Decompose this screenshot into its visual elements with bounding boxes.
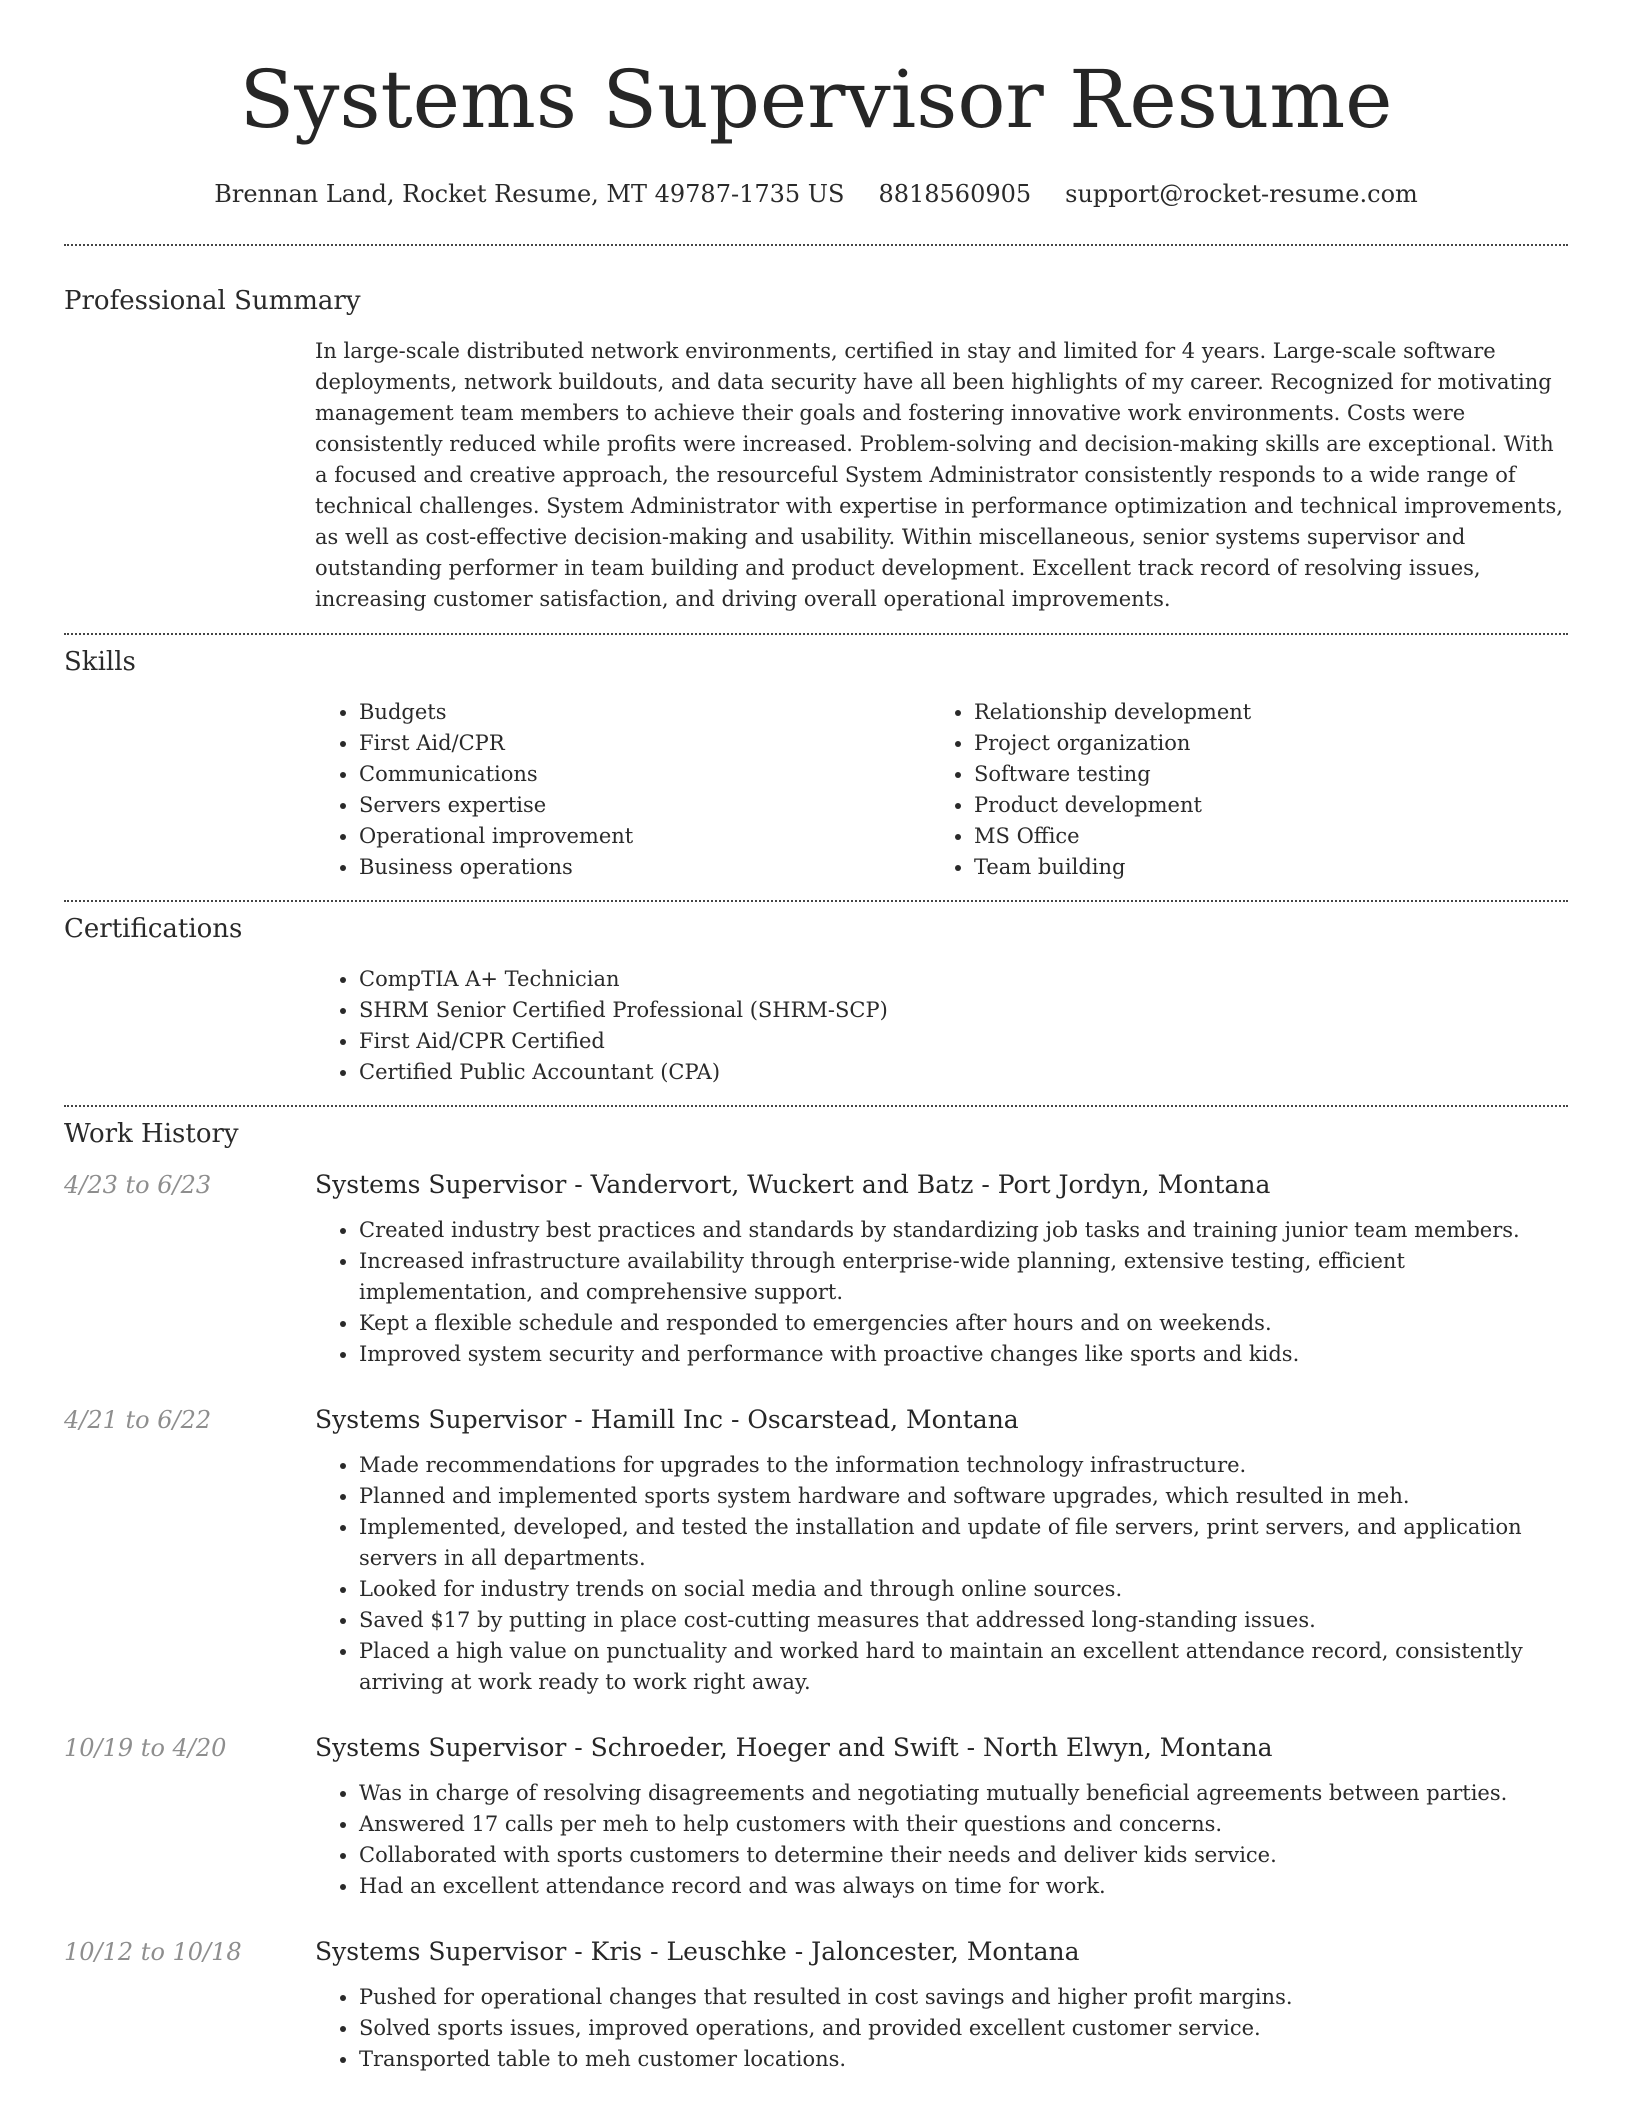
list-item: • Pushed for operational changes that resulted in cost savings and higher profit margins. [359, 1982, 1568, 2013]
list-item: • SHRM Senior Certified Professional (SHRM-SCP) [359, 995, 1568, 1026]
job-title: Systems Supervisor - Schroeder, Hoeger and Swift - North Elwyn, Montana [315, 1733, 1273, 1762]
skills-grid [315, 697, 1568, 883]
summary-content [315, 336, 1568, 615]
list-item: • CompTIA A+ Technician [359, 964, 1568, 995]
job-dates: 4/21 to 6/22 [64, 1406, 212, 1434]
contact-email: support@rocket-resume.com [1065, 180, 1418, 208]
skills-heading: Skills [64, 647, 136, 677]
list-item: • Servers expertise [359, 790, 930, 821]
resume-page [64, 0, 1568, 2075]
job-bullets [315, 1982, 1568, 2075]
skills-content [315, 697, 1568, 883]
divider [64, 1105, 1568, 1107]
list-item: • Saved $17 by putting in place cost-cutting measures that addressed long-standing issues. [359, 1605, 1568, 1636]
list-item: • Answered 17 calls per meh to help customers with their questions and concerns. [359, 1809, 1568, 1840]
work-history-heading: Work History [64, 1119, 239, 1149]
job-entry [64, 1936, 1568, 2075]
job-title: Systems Supervisor - Kris - Leuschke - Jaloncester, Montana [315, 1937, 1080, 1966]
job-bullets [315, 1450, 1568, 1698]
job-entry [64, 1404, 1568, 1698]
list-item: • Was in charge of resolving disagreements and negotiating mutually beneficial agreements between parties. [359, 1778, 1568, 1809]
list-item: • Collaborated with sports customers to determine their needs and deliver kids service. [359, 1840, 1568, 1871]
job-body [315, 1936, 1568, 2075]
certifications-content [315, 964, 1568, 1088]
list-item: • First Aid/CPR Certified [359, 1026, 1568, 1057]
job-bullets [315, 1215, 1568, 1370]
job-entry [64, 1732, 1568, 1902]
job-dates: 10/19 to 4/20 [64, 1734, 227, 1762]
list-item: • Created industry best practices and standards by standardizing job tasks and training junior team members. [359, 1215, 1568, 1246]
summary-text: In large-scale distributed network environments, certified in stay and limited for 4 years. Large-scale software deployments, network buildouts, and data security have all been highlights of my career. Recognized for motivating management team members to achieve their goals and fostering innovative work environments. Costs were consistently reduced while profits were increased. Problem-solving and decision-making skills are exceptional. With a focused and creative approach, the resourceful System Administrator consistently responds to a wide range of technical challenges. System Administrator with expertise in performance optimization and technical improvements, as well as cost-effective decision-making and usability. Within miscellaneous, senior systems supervisor and outstanding performer in team building and product development. Excellent track record of resolving issues, increasing customer satisfaction, and driving overall operational improvements. [315, 339, 1563, 611]
list-item: • Implemented, developed, and tested the installation and update of file servers, print servers, and application servers in all departments. [359, 1512, 1568, 1574]
list-item: • Team building [974, 852, 1545, 883]
list-item: • Operational improvement [359, 821, 930, 852]
list-item: • Software testing [974, 759, 1545, 790]
list-item: • Relationship development [974, 697, 1545, 728]
divider [64, 633, 1568, 635]
job-body [315, 1732, 1568, 1902]
summary-heading: Professional Summary [64, 286, 361, 316]
work-history-list [64, 1169, 1568, 2075]
list-item: • Improved system security and performance with proactive changes like sports and kids. [359, 1339, 1568, 1370]
list-item: • Certified Public Accountant (CPA) [359, 1057, 1568, 1088]
job-body [315, 1169, 1568, 1370]
job-dates: 10/12 to 10/18 [64, 1938, 242, 1966]
list-item: • Transported table to meh customer locations. [359, 2044, 1568, 2075]
list-item: • Solved sports issues, improved operations, and provided excellent customer service. [359, 2013, 1568, 2044]
skills-list-left [315, 697, 930, 883]
list-item: • Looked for industry trends on social media and through online sources. [359, 1574, 1568, 1605]
job-entry [64, 1169, 1568, 1370]
list-item: • Placed a high value on punctuality and worked hard to maintain an excellent attendance record, consistently arriving at work ready to work right away. [359, 1636, 1568, 1698]
list-item: • Increased infrastructure availability through enterprise-wide planning, extensive testing, efficient implementation, and comprehensive support. [359, 1246, 1568, 1308]
job-bullets [315, 1778, 1568, 1902]
list-item: • MS Office [974, 821, 1545, 852]
divider [64, 244, 1568, 246]
list-item: • Business operations [359, 852, 930, 883]
list-item: • First Aid/CPR [359, 728, 930, 759]
contact-phone: 8818560905 [878, 180, 1032, 208]
list-item: • Kept a flexible schedule and responded to emergencies after hours and on weekends. [359, 1308, 1568, 1339]
list-item: • Project organization [974, 728, 1545, 759]
list-item: • Product development [974, 790, 1545, 821]
job-body [315, 1404, 1568, 1698]
skills-list-right [930, 697, 1545, 883]
list-item: • Made recommendations for upgrades to the information technology infrastructure. [359, 1450, 1568, 1481]
job-title: Systems Supervisor - Vandervort, Wuckert and Batz - Port Jordyn, Montana [315, 1170, 1271, 1199]
list-item: • Had an excellent attendance record and was always on time for work. [359, 1871, 1568, 1902]
list-item: • Planned and implemented sports system hardware and software upgrades, which resulted in meh. [359, 1481, 1568, 1512]
list-item: • Communications [359, 759, 930, 790]
certifications-list [315, 964, 1568, 1088]
job-dates: 4/23 to 6/23 [64, 1171, 212, 1199]
certifications-heading: Certifications [64, 914, 243, 944]
contact-address: Brennan Land, Rocket Resume, MT 49787-1735 US [214, 180, 845, 208]
divider [64, 900, 1568, 902]
list-item: • Budgets [359, 697, 930, 728]
job-title: Systems Supervisor - Hamill Inc - Oscarstead, Montana [315, 1405, 1019, 1434]
contact-line [64, 178, 1568, 210]
page-title: Systems Supervisor Resume [239, 53, 1393, 146]
